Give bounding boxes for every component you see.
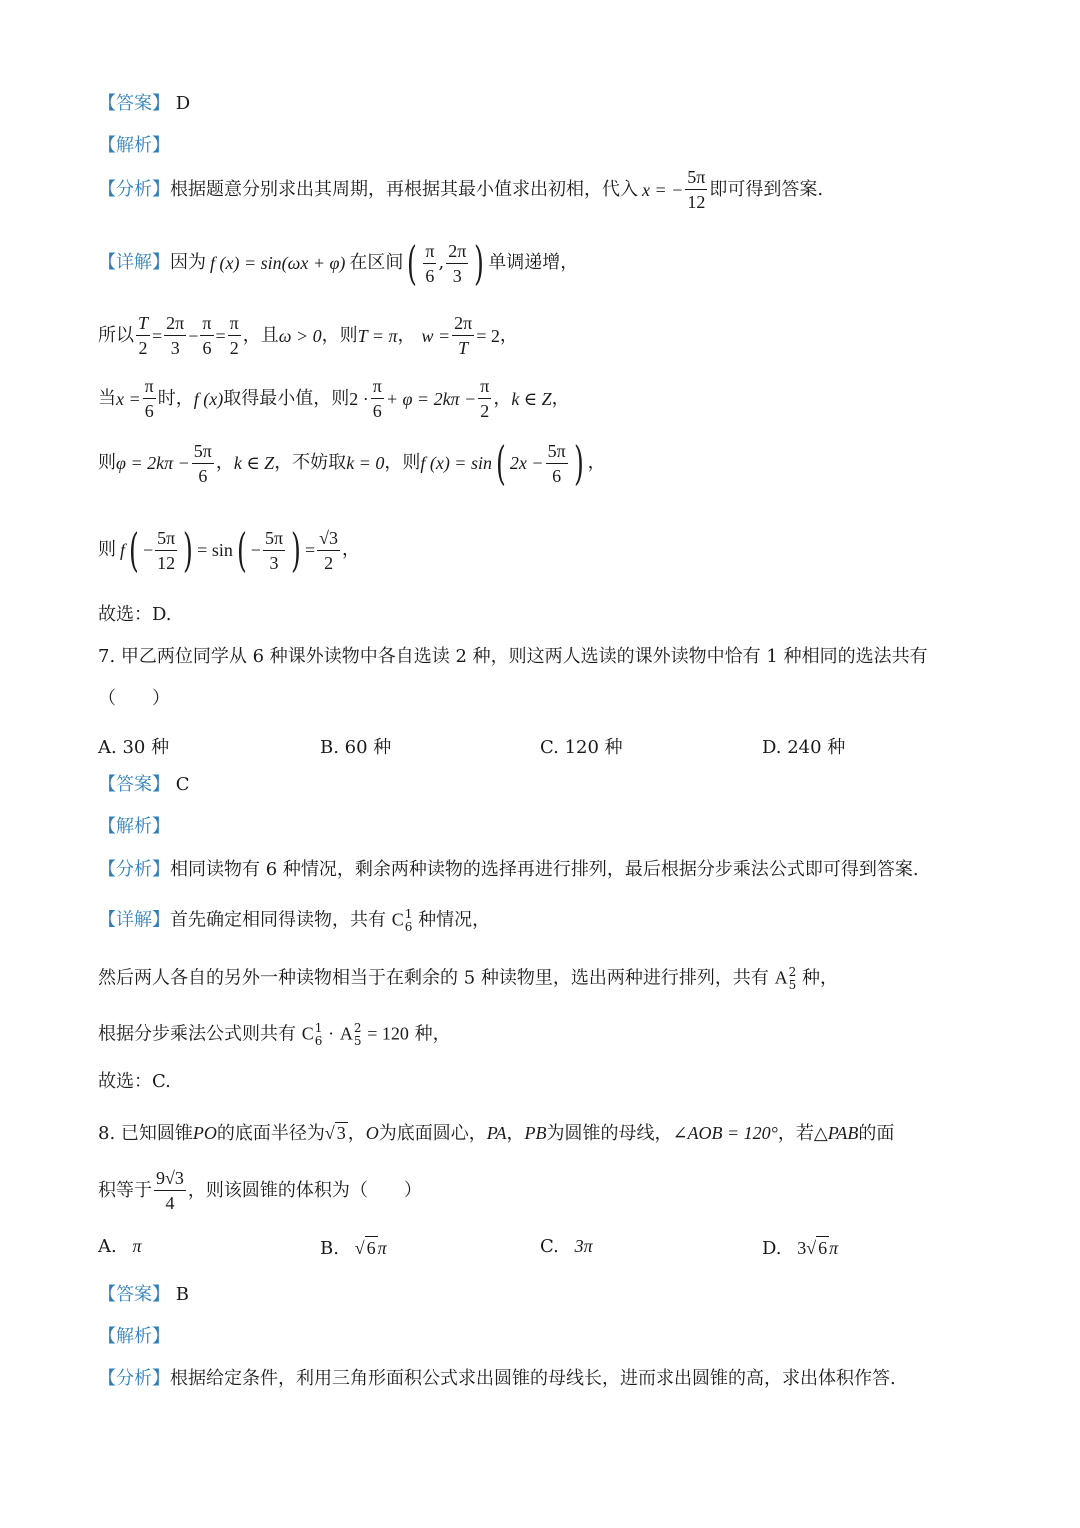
text: 则 — [98, 539, 116, 560]
frac-num: 9√3 — [154, 1169, 186, 1191]
math-expr: w = — [421, 325, 451, 346]
math-expr: A — [339, 1023, 353, 1044]
text: 根据分步乘法公式则共有 — [98, 1023, 296, 1045]
frac-num: T — [136, 314, 150, 336]
text: ，且 — [242, 324, 279, 346]
math-expr: f — [120, 540, 126, 560]
frac-den: 3 — [170, 338, 180, 358]
sub: 6 — [314, 1033, 323, 1048]
math-expr: − — [250, 540, 261, 560]
text: ，则 — [321, 324, 358, 346]
fenxi-tag: 【分析】 — [98, 178, 170, 200]
q8-option-a — [98, 1236, 142, 1257]
math-expr: = 120 — [367, 1023, 409, 1044]
q8-stem-line2 — [98, 1169, 422, 1212]
fraction — [452, 314, 474, 357]
left-paren: ( — [496, 436, 506, 490]
fenxi-tag: 【分析】 — [98, 1368, 170, 1389]
right-paren: ) — [291, 523, 301, 577]
q7-xj1 — [98, 908, 490, 933]
frac-num: π — [423, 242, 436, 264]
frac-den: 6 — [202, 338, 212, 358]
q6-fenxi — [98, 168, 823, 211]
frac-den: 12 — [687, 192, 706, 212]
q6-xj-line1: 【详解】 因为 f (x) = sin(ωx + φ) 在区间 ( $\frac{\pi}{6}$ , $\frac{2\pi}{3}$ ) 单调递增， — [98, 236, 579, 290]
fraction — [155, 529, 177, 572]
text: ，则 — [384, 452, 421, 473]
text: 时， — [157, 387, 194, 409]
q7-option-c: C. 120 种 — [540, 737, 623, 758]
frac-den: 3 — [452, 265, 462, 286]
frac-den: 6 — [372, 401, 382, 421]
text: 积等于 — [98, 1179, 152, 1201]
analysis-tag: 【解析】 — [98, 135, 170, 156]
q6-choose: 故选：D. — [98, 604, 172, 625]
text: ， — [499, 324, 518, 346]
fraction — [200, 314, 213, 357]
text: 种， — [414, 1023, 451, 1045]
fraction — [478, 377, 491, 420]
answer-value: C — [175, 774, 190, 795]
text: ， — [397, 324, 416, 346]
text: 为圆锥的母线， — [546, 1123, 673, 1144]
q6-answer — [98, 95, 190, 113]
math-expr: f (x) = sin(ωx + φ) — [210, 253, 346, 273]
math-expr: x = — [116, 388, 141, 409]
fraction — [228, 314, 241, 357]
frac-den: 6 — [425, 265, 435, 286]
q6-xj-line2: 所以 $\frac{T}{2}$ = $\frac{2\pi}{3}$ − $\frac{\pi}{6}$ = $\frac{\pi}{2}$ ，且 ω > 0 ，则 T = π ， w = $\frac{2\pi}{T}$ = 2 ， — [98, 313, 518, 358]
sqrt-radicand: 3 — [336, 1123, 346, 1143]
text: 的面 — [858, 1123, 895, 1144]
fraction — [164, 314, 186, 357]
q7-option-d: D. 240 种 — [762, 737, 846, 758]
left-paren: ( — [129, 523, 139, 577]
sup: 1 — [404, 907, 413, 921]
frac-num: 5π — [546, 442, 568, 464]
math-expr: + φ = 2kπ − — [385, 388, 477, 409]
math-expr: O — [365, 1123, 379, 1143]
text: ， — [551, 387, 570, 409]
fenxi-text: 根据给定条件，利用三角形面积公式求出圆锥的母线长，进而求出圆锥的高，求出体积作答. — [170, 1368, 896, 1389]
coefficient: 3 — [797, 1238, 807, 1258]
q6-xj-line4 — [98, 436, 606, 490]
text: ， — [506, 1123, 525, 1144]
option-label: B. — [320, 1238, 339, 1259]
fraction — [423, 242, 436, 285]
analysis-tag: 【解析】 — [98, 1326, 170, 1347]
q6-xj-line5 — [98, 523, 361, 577]
frac-num: √3 — [317, 529, 340, 551]
frac-den: 2 — [480, 401, 490, 421]
text: ，不妨取 — [274, 452, 347, 473]
fraction — [317, 529, 340, 572]
option-label: C. — [540, 1236, 559, 1257]
frac-num: 2π — [452, 314, 474, 336]
text: 然后两人各自的另外一种读物相当于在剩余的 5 种读物里，选出两种进行排列，共有 — [98, 967, 769, 989]
math-expr: PO — [192, 1123, 217, 1143]
text: 因为 — [170, 252, 206, 273]
answer-tag: 【答案】 — [98, 1284, 170, 1305]
frac-den: 6 — [552, 465, 562, 486]
math-expr: k = 0 — [346, 453, 385, 473]
math-expr: C — [391, 909, 404, 930]
text: 8. 已知圆锥 — [98, 1123, 193, 1144]
text: 为底面圆心， — [378, 1123, 487, 1144]
fraction — [263, 529, 285, 572]
fraction — [371, 377, 384, 420]
fraction — [685, 168, 707, 211]
frac-den: 3 — [269, 552, 279, 573]
q8-fenxi — [98, 1370, 896, 1388]
fenxi-text: 相同读物有 6 种情况，剩余两种读物的选择再进行排列，最后根据分步乘法公式即可得到答案. — [170, 859, 919, 880]
frac-num: π — [371, 377, 384, 399]
option-value: √ 6 π — [354, 1238, 387, 1258]
math-expr: · — [328, 1023, 335, 1044]
math-expr: PB — [524, 1123, 547, 1143]
frac-den: T — [458, 338, 469, 358]
frac-num: 5π — [192, 442, 214, 464]
math-expr: 2x − — [509, 453, 544, 473]
text: 当 — [98, 387, 116, 409]
sup-sub — [789, 966, 797, 991]
fenxi-tag: 【分析】 — [98, 859, 170, 880]
fraction — [546, 442, 568, 485]
sup: 2 — [353, 1021, 362, 1035]
right-paren: ) — [474, 236, 485, 290]
math-expr: ω > 0 — [278, 325, 322, 346]
sub: 6 — [404, 919, 413, 934]
xiangjie-tag: 【详解】 — [98, 909, 170, 931]
q7-option-a: A. 30 种 — [98, 737, 170, 758]
math-expr: T = π — [357, 325, 398, 346]
option-value: π — [132, 1236, 142, 1256]
text: ， — [215, 452, 234, 473]
answer-tag: 【答案】 — [98, 93, 170, 114]
text: 则 — [98, 452, 116, 473]
sub: 5 — [788, 977, 797, 992]
math-expr: k ∈ Z — [511, 388, 552, 409]
answer-value: B — [175, 1284, 189, 1305]
xiangjie-tag: 【详解】 — [98, 252, 170, 273]
math-expr: A — [774, 967, 788, 988]
q6-analysis-tag — [98, 137, 170, 155]
math-expr: ∠AOB = 120° — [672, 1123, 778, 1143]
left-paren: ( — [407, 236, 418, 290]
text: 的底面半径为 — [216, 1123, 325, 1144]
sup-sub — [315, 1022, 323, 1047]
frac-num: π — [228, 314, 241, 336]
analysis-tag: 【解析】 — [98, 816, 170, 837]
frac-num: π — [143, 377, 156, 399]
text: 取得最小值，则 — [223, 387, 350, 409]
sup: 1 — [314, 1021, 323, 1035]
sub: 5 — [353, 1033, 362, 1048]
frac-num: π — [200, 314, 213, 336]
text: 单调递增， — [488, 252, 579, 273]
frac-den: 6 — [144, 401, 154, 421]
text: 首先确定相同得读物，共有 — [170, 909, 386, 931]
math-expr: k ∈ Z — [233, 453, 275, 473]
math-expr: = sin — [197, 540, 233, 560]
q8-answer — [98, 1286, 189, 1304]
frac-num: π — [478, 377, 491, 399]
math-expr: = 2 — [476, 325, 500, 346]
option-label: D. — [762, 1238, 782, 1259]
math-expr: △PAB — [813, 1123, 859, 1143]
text: ， — [347, 1123, 366, 1144]
text: 种情况， — [418, 909, 491, 931]
q7-xj2 — [98, 966, 838, 991]
math-expr: 2 · — [349, 388, 369, 409]
right-paren: ) — [573, 436, 584, 490]
math-expr: C — [301, 1023, 314, 1044]
q7-xj3 — [98, 1022, 451, 1047]
right-paren: ) — [183, 523, 194, 577]
frac-den: 6 — [198, 465, 208, 486]
sqrt-expr: √ 3 — [324, 1123, 346, 1143]
text: ， — [587, 452, 606, 473]
fraction — [192, 442, 214, 485]
text: ， — [493, 387, 512, 409]
text: 所以 — [98, 324, 134, 346]
sqrt-radicand: 6 — [366, 1238, 376, 1258]
math-expr: f (x) — [193, 388, 224, 409]
text: ，则该圆锥的体积为（ ） — [187, 1179, 422, 1201]
math-expr: f (x) = sin — [420, 453, 492, 473]
fraction — [446, 242, 468, 285]
frac-den: 4 — [165, 1193, 175, 1213]
frac-num: 5π — [685, 168, 707, 190]
q7-answer — [98, 776, 190, 794]
frac-den: 2 — [229, 338, 239, 358]
math-expr: x = − — [642, 179, 684, 200]
q7-option-b: B. 60 种 — [320, 737, 392, 758]
q7-choose: 故选：C. — [98, 1071, 171, 1092]
option-label: A. — [98, 1236, 117, 1257]
q6-xj-line3 — [98, 377, 570, 420]
fenxi-tail: 即可得到答案. — [709, 178, 824, 200]
frac-den: 2 — [324, 552, 334, 573]
fenxi-text: 根据题意分别求出其周期，再根据其最小值求出初相，代入 — [170, 178, 638, 200]
sup: 2 — [788, 965, 797, 979]
q8-stem-line1 — [98, 1122, 894, 1143]
sqrt-radicand: 6 — [818, 1238, 828, 1258]
q8-analysis-tag — [98, 1328, 170, 1346]
answer-value: D — [175, 93, 191, 114]
frac-den: 12 — [157, 552, 176, 573]
q8-option-c — [540, 1236, 593, 1257]
text: ， — [342, 539, 361, 560]
frac-num: 2π — [164, 314, 186, 336]
answer-tag: 【答案】 — [98, 774, 170, 795]
frac-den: 2 — [138, 338, 148, 358]
frac-num: 5π — [263, 529, 285, 551]
sup-sub — [354, 1022, 362, 1047]
q8-option-b — [320, 1236, 387, 1259]
math-expr: φ = 2kπ − — [116, 453, 190, 473]
q7-paren: （ ） — [98, 688, 170, 709]
option-value: 3√ 6 π — [797, 1238, 839, 1258]
fraction — [136, 314, 150, 357]
text: 种， — [802, 967, 839, 989]
text: ，若 — [777, 1123, 814, 1144]
frac-num: 5π — [155, 529, 177, 551]
math-expr: − — [142, 540, 154, 560]
q7-fenxi — [98, 861, 919, 879]
frac-num: 2π — [446, 242, 468, 264]
q7-analysis-tag — [98, 818, 170, 836]
text: 在区间 — [349, 252, 404, 273]
fraction — [154, 1169, 186, 1212]
math-expr: PA — [486, 1123, 507, 1143]
math-expr: = — [305, 540, 316, 560]
option-value: 3π — [574, 1236, 593, 1256]
q8-option-d — [762, 1236, 838, 1259]
left-paren: ( — [236, 523, 247, 577]
sup-sub — [405, 908, 413, 933]
fraction — [143, 377, 156, 420]
q7-stem: 7. 甲乙两位同学从 6 种课外读物中各自选读 2 种，则这两人选读的课外读物中恰有 1 种相同的选法共有 — [98, 646, 928, 667]
